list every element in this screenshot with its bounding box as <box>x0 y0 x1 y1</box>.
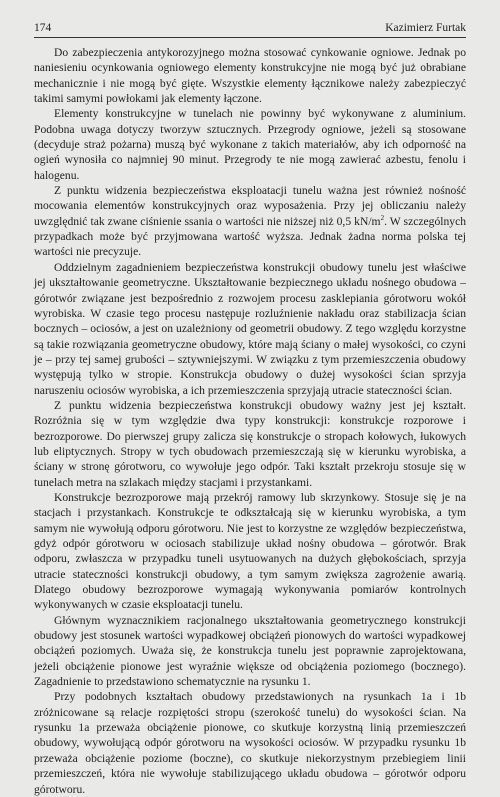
page-number: 174 <box>34 22 52 34</box>
body-text <box>34 45 466 797</box>
running-header <box>34 21 466 35</box>
paragraph: Przy podobnych kształtach obudowy przedstawionych na rysunkach 1a i 1b zróżnicowane są relacje rozpiętości stropu (szerokość tunelu) do wysokości ścian. Na rysunku 1a przeważa obciążenie pionowe, co skutkuje korzystną linią przemieszczeń obudowy, wywołującą odpór górotworu na wysokości ociosów. W przypadku rysunku 1b przeważa obciążenie poziome (boczne), co skutkuje niekorzystnym przebiegiem linii przemieszczeń, która nie wywołuje stabilizującego układu obudowa – górotwór odporu górotworu. <box>34 690 466 796</box>
paragraph: Głównym wyznacznikiem racjonalnego ukształtowania geometrycznego konstrukcji obudowy jest stosunek wartości wypadkowej obciążeń pionowych do wartości wypadkowej obciążeń poziomych. Uważa się, że konstrukcja tunelu jest poprawnie zaprojektowana, jeżeli obciążenie pionowe jest wyraźnie większe od obciążenia poziomego (boczne​go). Zagadnienie to przedstawiono schematycznie na rysunku 1. <box>34 613 466 689</box>
paragraph-text: Z punktu widzenia bezpieczeństwa eksploatacji tunelu ważna jest również nośność mocowania elementów konstrukcyjnych oraz wyposażenia. Przy jej obliczaniu należy uwzględnić tak zwane ciśnienie ssania o wartości nie niższej niż 0,5 kN/m <box>34 184 466 228</box>
paragraph <box>34 183 466 260</box>
paragraph-text: . W szczególnych przypadkach może być przyjmowana wartość wyższa. Jednak żadna norma polska tej wartości nie precyzuje. <box>34 214 467 259</box>
paragraph: Oddzielnym zagadnieniem bezpieczeństwa konstrukcji obudowy tunelu jest właściwe jej ukształtowanie geometryczne. Ukształtowanie bezpiecznego układu nośnego obudowa – górotwór związane jest bezpośrednio z rozwojem procesu zasklepiania górotworu wokół wyrobiska. W czasie tego procesu następuje rozluźnienie nakładu oraz stabilizacja ścian bocznych – ociosów, a jest on uzależniony od geometrii obudowy. Z tego względu korzystne są takie rozwiązania geometryczne obudowy, które mają ściany o małej wysokości, co czyni je – przy tej samej grubości – sztywniejszymi. W związku z tym przemieszczenia obudowy występują tylko w stropie. Konstrukcja obudowy o dużej wysokości ścian sprzyja naruszeniu ociosów wyrobiska, a ich przemieszczenia sprzyjają utracie stateczności ścian. <box>34 260 466 397</box>
header-rule <box>34 37 466 38</box>
paragraph: Elementy konstrukcyjne w tunelach nie powinny być wykonywane z aluminium. Podobna uwaga dotyczy tworzyw sztucznych. Przegrody ogniowe, jeżeli są stosowane (decyduje straż pożarna) muszą być wykonane z takich materiałów, aby ich odporność na ogień wynosiła co najmniej 90 minut. Przegrody te nie mogą zawierać azbestu, fenolu i halogenu. <box>34 107 466 182</box>
paragraph: Konstrukcje bezrozporowe mają przekrój ramowy lub skrzynkowy. Stosuje się je na stacjach i przystankach. Konstrukcje te odkształcają się w kierunku wyrobiska, a tym samym nie wywołują odporu górotworu. Nie jest to korzystne ze względów bezpieczeństwa, gdyż odpór górotworu w ociosach stabilizuje układ nośny obudowa – górotwór. Brak odporu, zwłaszcza w przypadku tuneli usytuowanych na dużych głębokościach, sprzyja utracie stateczności konstrukcji obudowy, a tym samym zwiększa zagrożenie awarią. Dlatego obudowy bezrozporowe wymagają wykonywania pomiarów kontrolnych wykonywanych w czasie eksploatacji tunelu. <box>34 490 466 612</box>
running-author: Kazimierz Furtak <box>385 22 466 34</box>
paragraph: Z punktu widzenia bezpieczeństwa konstrukcji obudowy ważny jest jej kształt. Rozróżnia się w tym względzie dwa typy konstrukcji: konstrukcje rozporowe i bezrozporowe. Do pierwszej grupy zalicza się konstrukcje o stropach kołowych, łukowych lub eliptycznych. Stropy w tych obudowach przemieszczają się w kierunku wyrobiska, a ściany w stronę górotworu, co wywołuje jego odpór. Taki kształt przekroju stosuje się w tunelach metra na szlakach między stacjami i przystankami. <box>34 398 466 489</box>
paragraph: Do zabezpieczenia antykorozyjnego można stosować cynkowanie ogniowe. Jednak po naniesieniu ocynkowania ogniowego elementy konstrukcyjne nie mogą być już obrabiane mechanicznie i nie mogą być gięte. Wszystkie elementy łącznikowe należy zabezpieczyć takimi samymi powłokami jak elementy łączone. <box>34 46 466 106</box>
superscript: 2 <box>380 213 385 222</box>
